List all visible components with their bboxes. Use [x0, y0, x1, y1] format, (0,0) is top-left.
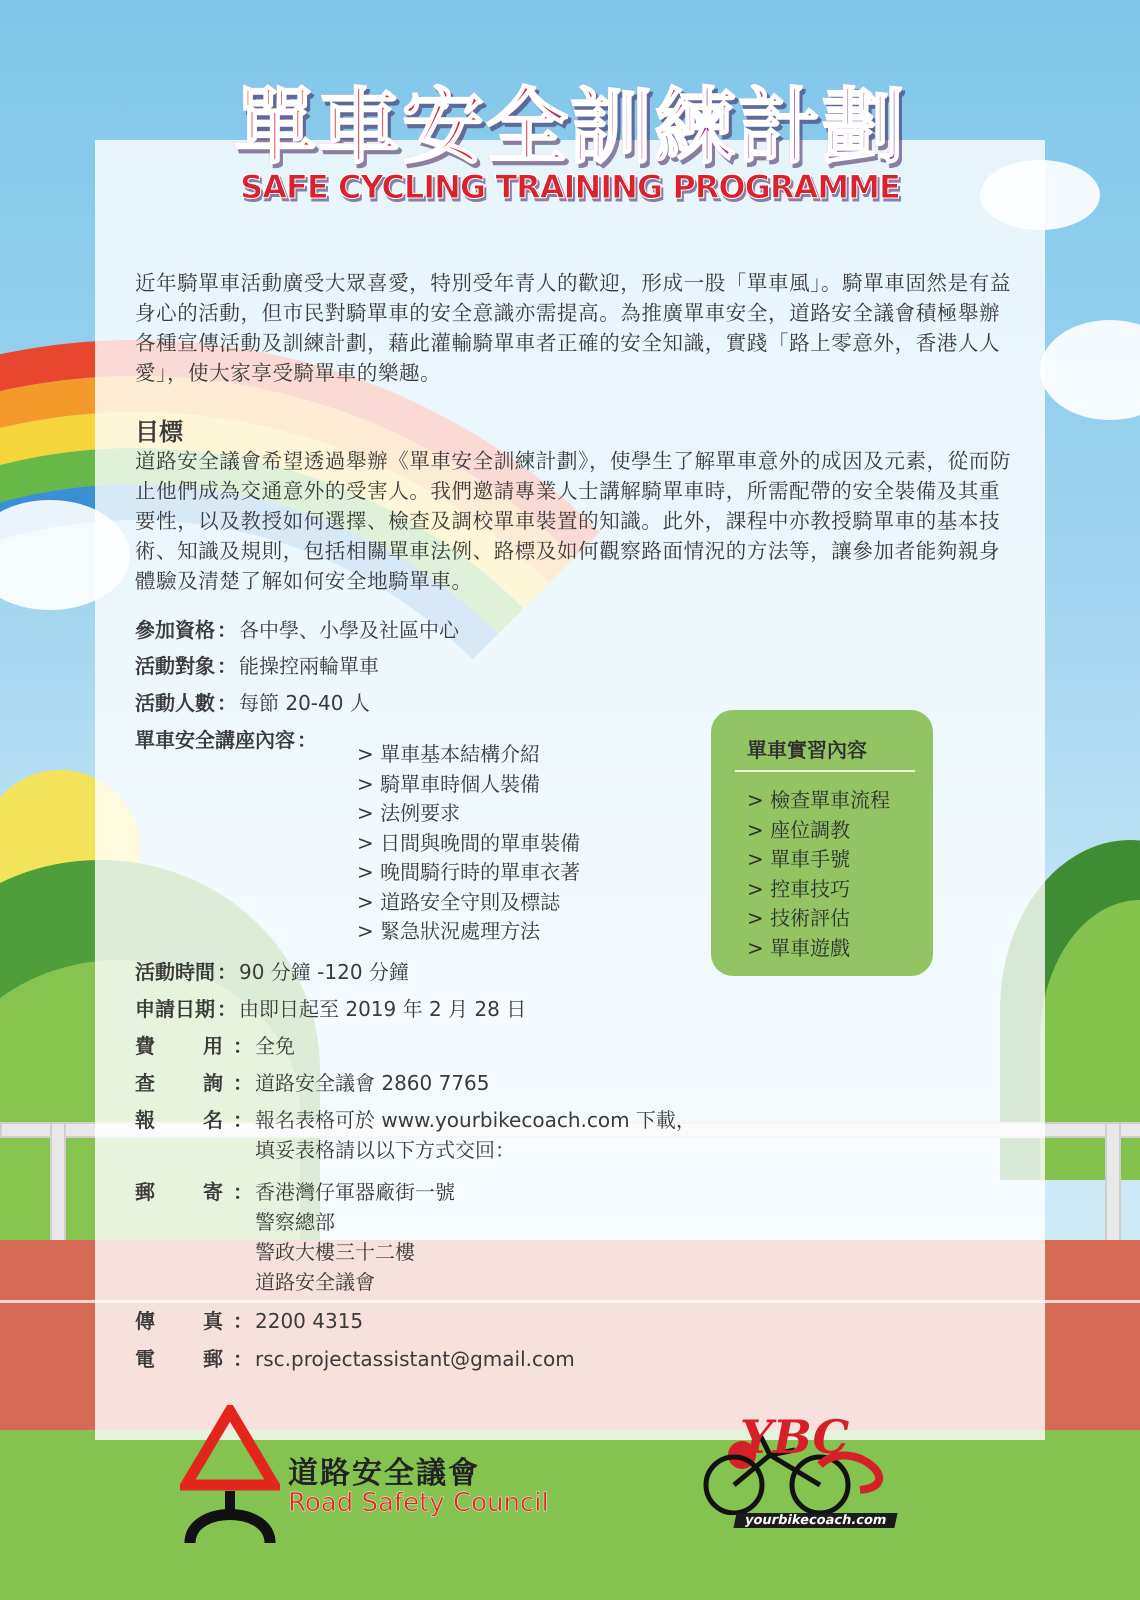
mail-row: 郵 寄 ： 香港灣仔軍器廠街一號	[135, 1180, 455, 1204]
eligibility-label: 參加資格	[135, 618, 215, 642]
size-value: 每節 20-40 人	[239, 691, 370, 715]
fax-value: 2200 4315	[255, 1309, 364, 1333]
fee-label-a: 費	[135, 1034, 155, 1058]
mail-line: 警政大樓三十二樓	[255, 1240, 415, 1264]
road-safety-council-logo-icon	[180, 1405, 280, 1549]
register-label-b: 名	[203, 1108, 223, 1132]
fee-label-b: 用	[203, 1034, 223, 1058]
practice-title: 單車實習內容	[747, 738, 867, 762]
intro-paragraph: 近年騎單車活動廣受大眾喜愛，特別受年青人的歡迎，形成一股「單車風」。騎單車固然是有益身心的活動，但市民對騎單車的安全意識亦需提高。為推廣單車安全，道路安全議會積極舉辦各種宣傳活動及訓練計劃，藉此灌輸騎單車者正確的安全知識，實踐「路上零意外，香港人人愛」，使大家享受騎單車的樂趣。	[135, 271, 1011, 385]
register-line2: 填妥表格請以以下方式交回：	[255, 1138, 515, 1162]
fax-label-b: 真	[203, 1309, 223, 1333]
fee-value: 全免	[255, 1034, 295, 1058]
lecture-list	[357, 740, 580, 947]
objective-paragraph: 道路安全議會希望透過舉辦《單車安全訓練計劃》，使學生了解單車意外的成因及元素，從而防止他們成為交通意外的受害人。我們邀請專業人士講解騎單車時，所需配帶的安全裝備及其重要性，以及教授如何選擇、檢查及調校單車裝置的知識。此外，課程中亦教授騎單車的基本技術、知識及規則，包括相關單車法例、路標及如何觀察路面情況的方法等，讓參加者能夠親身體驗及清楚了解如何安全地騎單車。	[135, 449, 1011, 593]
list-item: > 騎單車時個人裝備	[357, 770, 580, 800]
target-row: 活動對象 ： 能操控兩輪單車	[135, 654, 379, 678]
enquiry-value: 道路安全議會 2860 7765	[255, 1071, 490, 1095]
target-label: 活動對象	[135, 654, 215, 678]
yourbikecoach-logo-icon	[700, 1395, 940, 1519]
list-item: > 單車基本結構介紹	[357, 740, 580, 770]
grass	[0, 1430, 1140, 1600]
mail-line: 警察總部	[255, 1210, 335, 1234]
eligibility-value: 各中學、小學及社區中心	[239, 618, 459, 642]
divider	[735, 770, 915, 772]
duration-label: 活動時間	[135, 960, 215, 984]
list-item: > 單車遊戲	[747, 934, 890, 964]
register-label-a: 報	[135, 1108, 155, 1132]
ybc-mark: YBC	[740, 1410, 850, 1464]
register-row: 報 名 ： 報名表格可於 www.yourbikecoach.com 下載，	[135, 1108, 696, 1132]
title-chinese: 單車安全訓練計劃	[0, 62, 1140, 179]
enquiry-label-a: 查	[135, 1071, 155, 1095]
list-item: > 晚間騎行時的單車衣著	[357, 858, 580, 888]
enquiry-row: 查 詢 ： 道路安全議會 2860 7765	[135, 1071, 490, 1095]
lecture-label: 單車安全講座內容	[135, 728, 295, 752]
title-english: SAFE CYCLING TRAINING PROGRAMME	[240, 168, 900, 206]
deadline-value: 由即日起至 2019 年 2 月 28 日	[239, 997, 527, 1021]
lecture-row: 單車安全講座內容 ：	[135, 728, 317, 752]
objective-heading: 目標	[135, 418, 183, 446]
fee-row: 費 用 ： 全免	[135, 1034, 295, 1058]
target-value: 能操控兩輪單車	[239, 654, 379, 678]
size-row: 活動人數 ： 每節 20-40 人	[135, 691, 370, 715]
email-label-a: 電	[135, 1347, 155, 1371]
list-item: > 道路安全守則及標誌	[357, 888, 580, 918]
register-line1: 報名表格可於 www.yourbikecoach.com 下載，	[255, 1108, 696, 1132]
list-item: > 技術評估	[747, 904, 890, 934]
list-item: > 法例要求	[357, 799, 580, 829]
rsc-name-chinese: 道路安全議會	[288, 1456, 480, 1491]
deadline-row: 申請日期 ： 由即日起至 2019 年 2 月 28 日	[135, 997, 527, 1021]
email-row: 電 郵 ： rsc.projectassistant@gmail.com	[135, 1347, 575, 1371]
mail-label-a: 郵	[135, 1180, 155, 1204]
mail-label-b: 寄	[203, 1180, 223, 1204]
enquiry-label-b: 詢	[203, 1071, 223, 1095]
ybc-url[interactable]: yourbikecoach.com	[733, 1513, 898, 1528]
duration-row: 活動時間 ： 90 分鐘 -120 分鐘	[135, 960, 409, 984]
list-item: > 緊急狀況處理方法	[357, 917, 580, 947]
practice-box	[711, 710, 933, 976]
deadline-label: 申請日期	[135, 997, 215, 1021]
mail-line: 香港灣仔軍器廠街一號	[255, 1180, 455, 1204]
list-item: > 控車技巧	[747, 875, 890, 905]
email-value[interactable]: rsc.projectassistant@gmail.com	[255, 1347, 575, 1371]
eligibility-row: 參加資格 ： 各中學、小學及社區中心	[135, 618, 459, 642]
fax-label-a: 傳	[135, 1309, 155, 1333]
list-item: > 檢查單車流程	[747, 786, 890, 816]
fax-row: 傳 真 ： 2200 4315	[135, 1309, 364, 1333]
list-item: > 日間與晚間的單車裝備	[357, 829, 580, 859]
rsc-name-english: Road Safety Council	[288, 1488, 549, 1518]
duration-value: 90 分鐘 -120 分鐘	[239, 960, 409, 984]
list-item: > 單車手號	[747, 845, 890, 875]
mail-line: 道路安全議會	[255, 1270, 375, 1294]
size-label: 活動人數	[135, 691, 215, 715]
list-item: > 座位調教	[747, 816, 890, 846]
email-label-b: 郵	[203, 1347, 223, 1371]
practice-list	[747, 786, 890, 963]
